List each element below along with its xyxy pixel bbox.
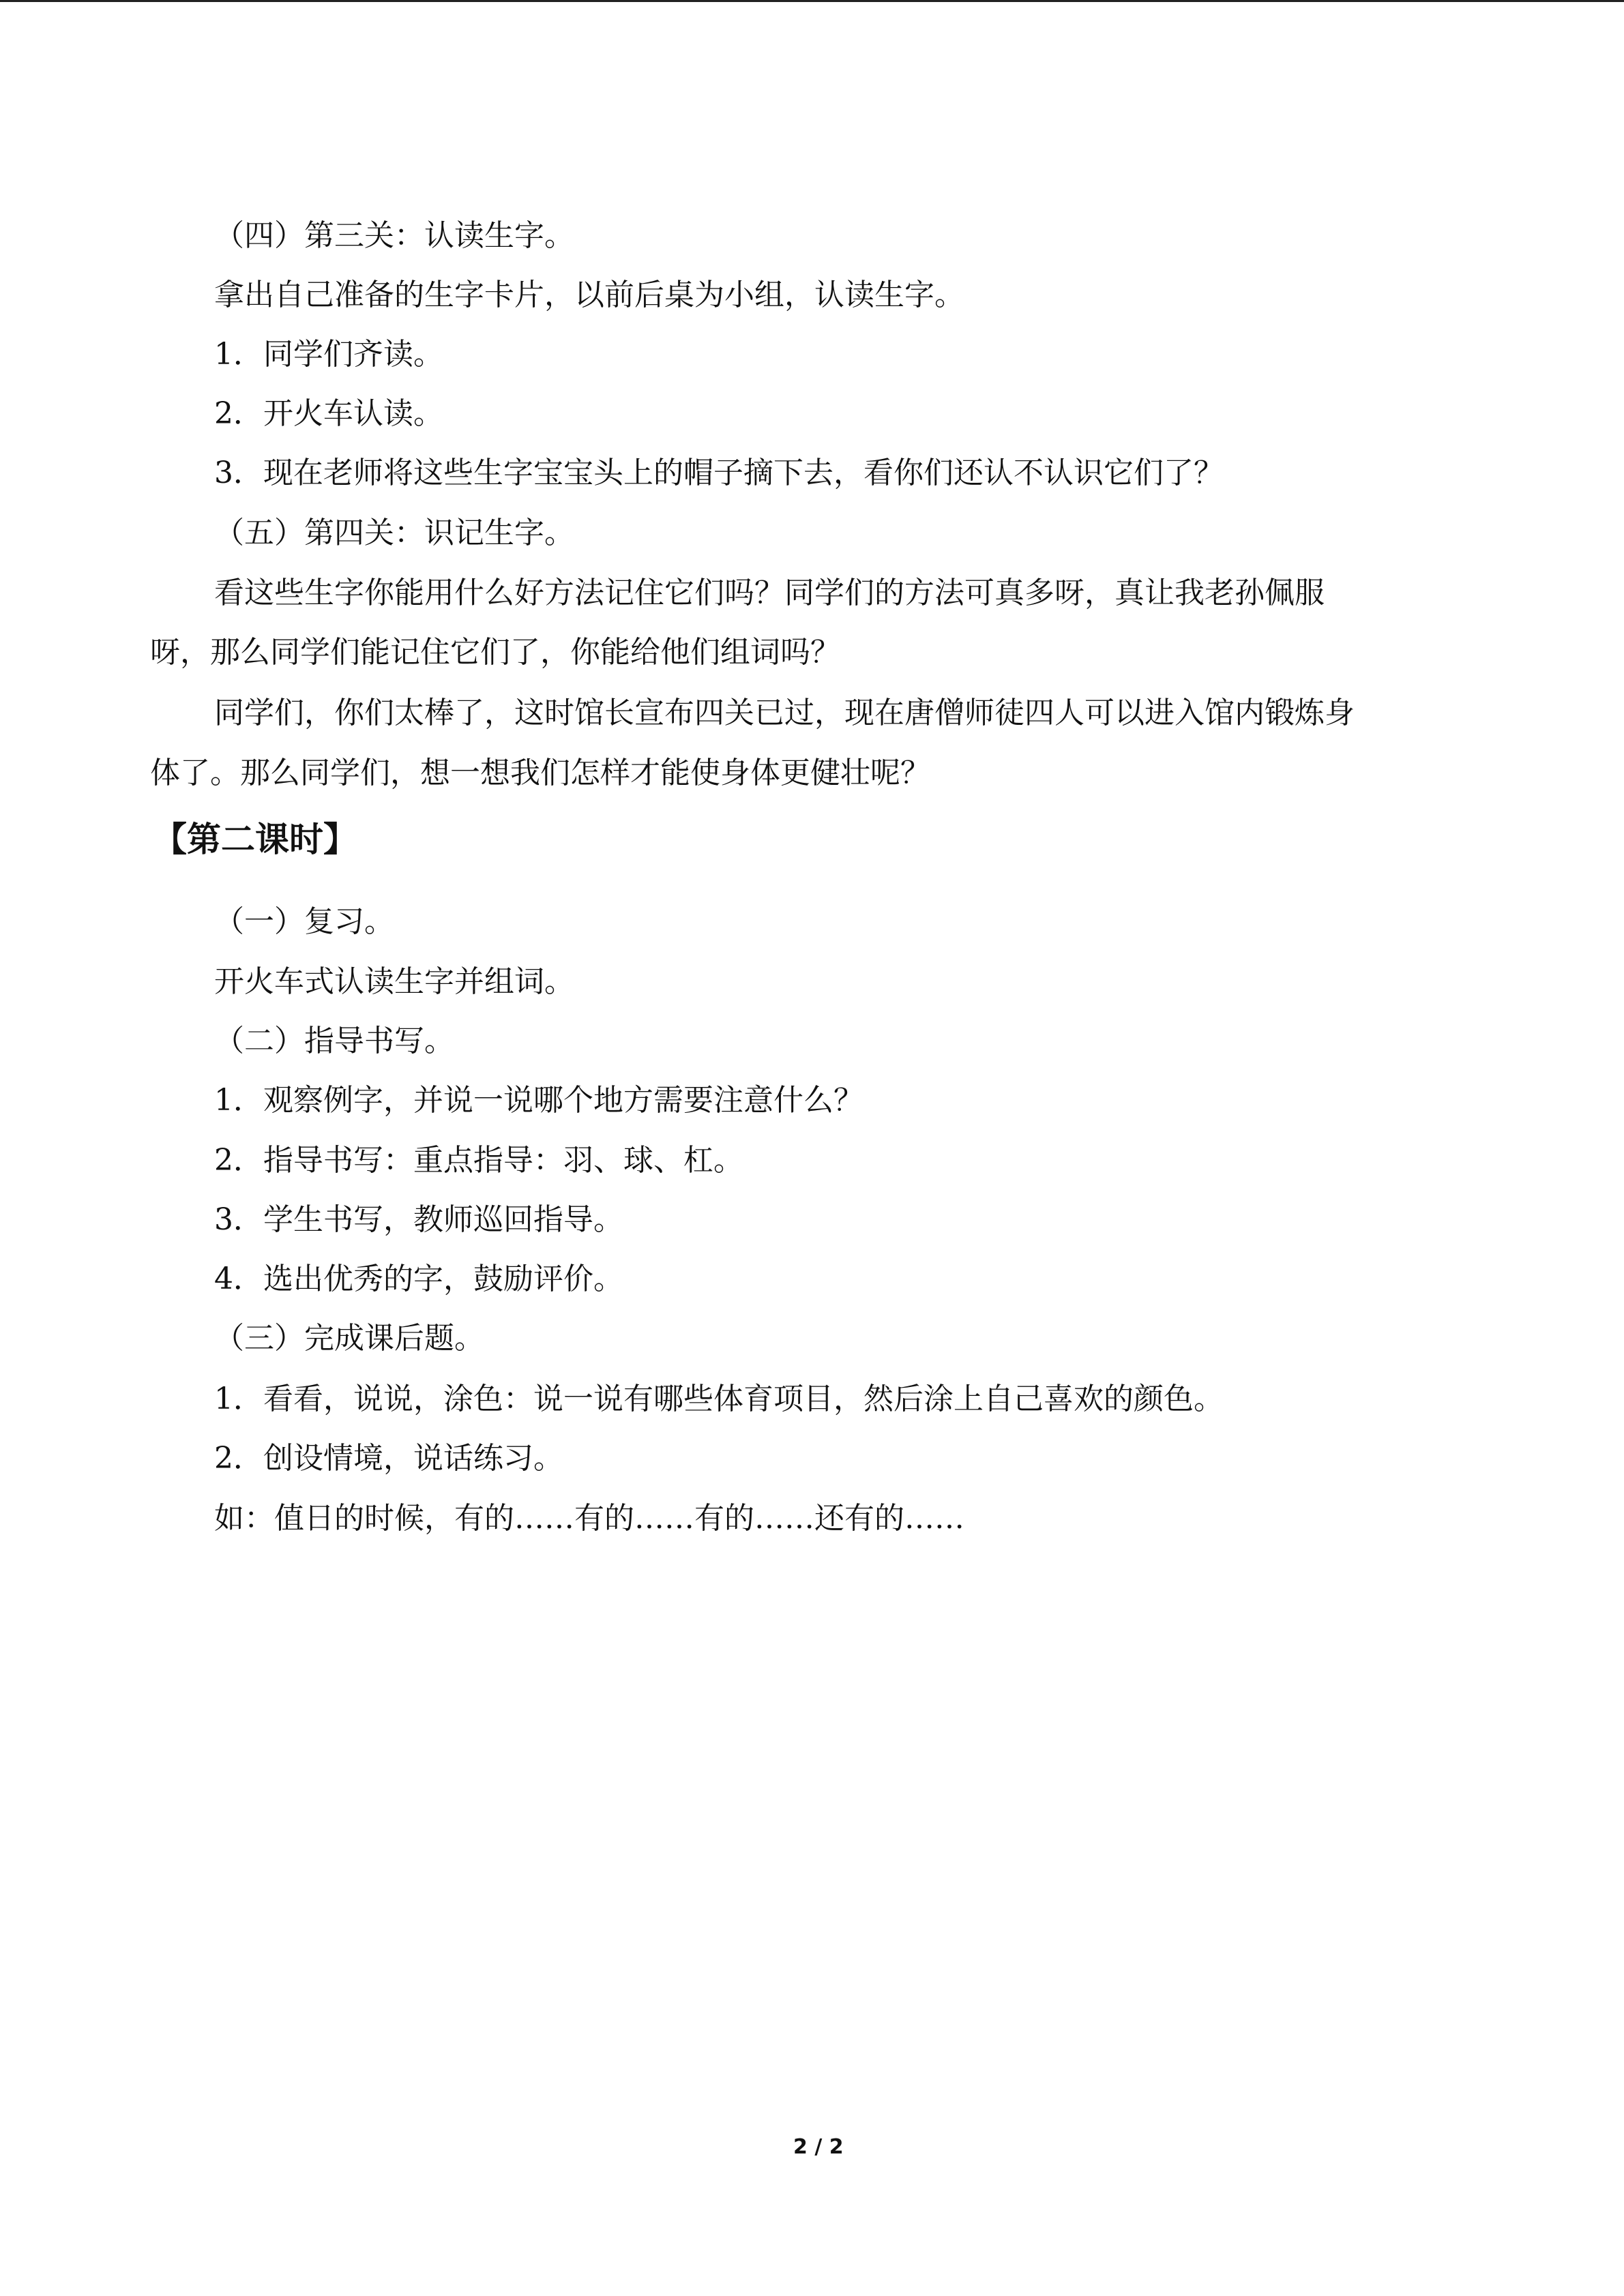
closing-paragraph-line-2: 体了。那么同学们，想一想我们怎样才能使身体更健壮呢？ — [150, 756, 930, 790]
step-four-title: （四）第三关：认读生字。 — [214, 218, 574, 253]
step-five-title: （五）第四关：识记生字。 — [214, 516, 574, 550]
exercise-item-1: 1．看看，说说，涂色：说一说有哪些体育项目，然后涂上自己喜欢的颜色。 — [214, 1382, 1224, 1416]
writing-title: （二）指导书写。 — [214, 1024, 454, 1058]
step-four-item-1: 1．同学们齐读。 — [214, 337, 443, 372]
step-five-paragraph-line-1: 看这些生字你能用什么好方法记住它们吗？同学们的方法可真多呀，真让我老孙佩服 — [214, 576, 1325, 610]
writing-item-3: 3．学生书写，教师巡回指导。 — [214, 1202, 623, 1237]
page-number: 2 / 2 — [793, 2135, 844, 2159]
exercise-item-2: 2．创设情境，说话练习。 — [214, 1441, 563, 1476]
review-text: 开火车式认读生字并组词。 — [214, 964, 574, 999]
step-four-intro: 拿出自己准备的生字卡片，以前后桌为小组，认读生字。 — [214, 278, 964, 312]
review-title: （一）复习。 — [214, 904, 394, 939]
second-lesson-heading: 【第二课时】 — [153, 820, 357, 859]
example-text: 如：值日的时候，有的……有的……有的……还有的…… — [214, 1501, 964, 1536]
writing-item-2: 2．指导书写：重点指导：羽、球、杠。 — [214, 1143, 743, 1178]
closing-paragraph-line-1: 同学们，你们太棒了，这时馆长宣布四关已过，现在唐僧师徒四人可以进入馆内锻炼身 — [214, 696, 1355, 730]
exercise-title: （三）完成课后题。 — [214, 1321, 484, 1356]
writing-item-4: 4．选出优秀的字，鼓励评价。 — [214, 1262, 623, 1296]
step-four-item-2: 2．开火车认读。 — [214, 396, 443, 431]
step-five-paragraph-line-2: 呀，那么同学们能记住它们了，你能给他们组词吗？ — [150, 635, 840, 670]
writing-item-1: 1．观察例字，并说一说哪个地方需要注意什么？ — [214, 1083, 863, 1118]
step-four-item-3: 3．现在老师将这些生字宝宝头上的帽子摘下去，看你们还认不认识它们了？ — [214, 456, 1224, 490]
